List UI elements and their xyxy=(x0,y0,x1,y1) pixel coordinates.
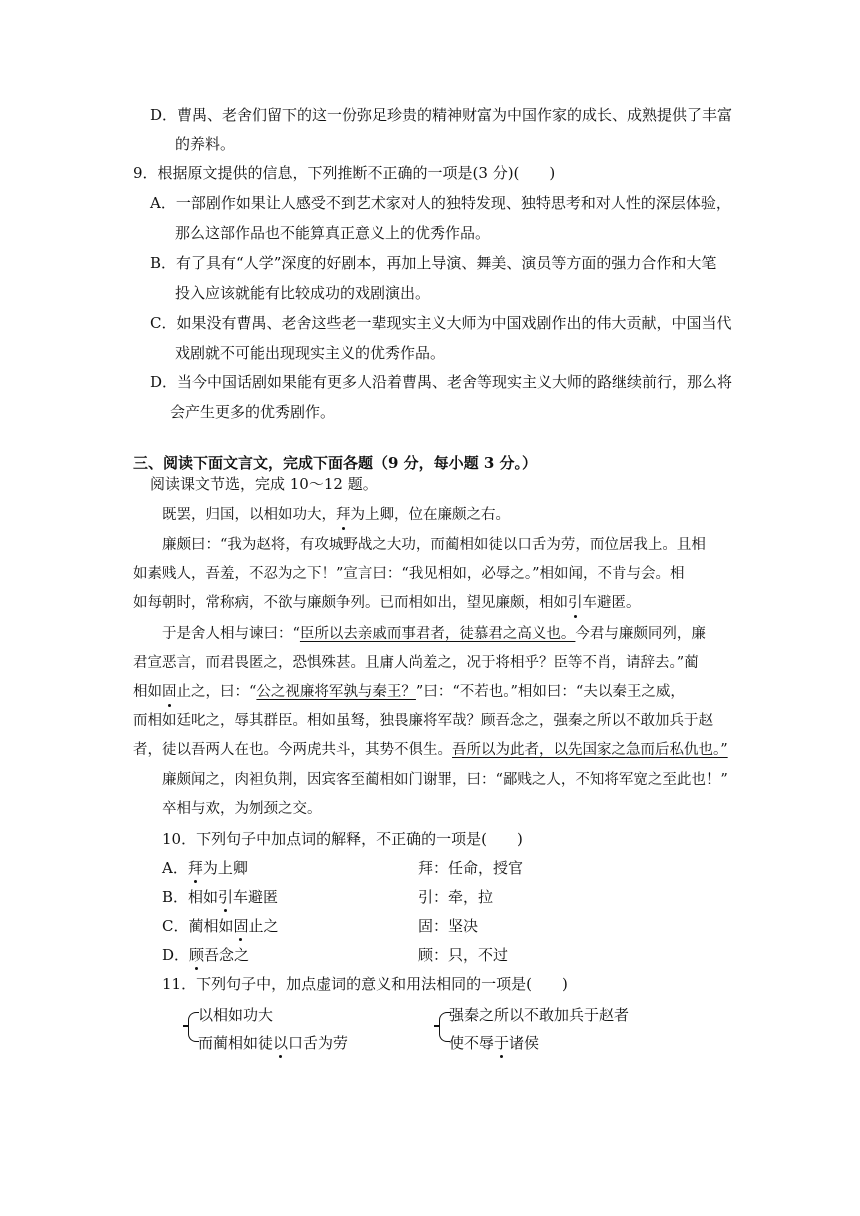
q9-option-b-line2: 投入应该就能有比较成功的戏剧演出。 xyxy=(175,284,431,302)
underlined-sentence-2: 公之视廉将军孰与秦王？ xyxy=(256,684,416,700)
q9-option-a-line1: A．一部剧作如果让人感受不到艺术家对人的独特发现、独特思考和对人性的深层体验， xyxy=(150,194,731,212)
q10-option-d: D．顾吾念之 xyxy=(162,946,250,964)
q8-option-d-line2: 的养料。 xyxy=(175,135,236,153)
passage-paragraph-1: 既罢，归国，以相如功大，拜为上卿，位在廉颇之右。 xyxy=(162,507,510,523)
passage-paragraph-3-line4: 而相如廷叱之，辱其群臣。相如虽驽，独畏廉将军哉？顾吾念之，强秦之所以不敢加兵于赵 xyxy=(133,713,713,729)
passage-paragraph-2-line3: 如每朝时，常称病，不欲与廉颇争列。已而相如出，望见廉颇，相如引车避匿。 xyxy=(133,595,641,611)
q10-option-a-gloss: 拜：任命，授官 xyxy=(418,859,524,877)
q9-option-b-line1: B．有了具有“人学”深度的好剧本，再加上导演、舞美、演员等方面的强力合作和大笔 xyxy=(150,254,717,272)
q10-option-c: C．蔺相如固止之 xyxy=(162,917,279,935)
passage-paragraph-3-line2: 君宣恶言，而君畏匿之，恐惧殊甚。且庸人尚羞之，况于将相乎？臣等不肖，请辞去。”蔺 xyxy=(133,655,699,671)
q10-option-d-gloss: 顾：只，不过 xyxy=(418,946,509,964)
q9-option-c-line1: C．如果没有曹禺、老舍这些老一辈现实主义大师为中国戏剧作出的伟大贡献，中国当代 xyxy=(150,314,732,332)
q9-option-c-line2: 戏剧就不可能出现现实主义的优秀作品。 xyxy=(175,344,446,362)
q11-pair1-top: 以相如功大 xyxy=(198,1006,274,1024)
q8-option-d-line1: D．曹禺、老舍们留下的这一份弥足珍贵的精神财富为中国作家的成长、成熟提供了丰富 xyxy=(150,106,733,124)
passage-paragraph-3-line3: 相如固止之，曰：“公之视廉将军孰与秦王？”曰：“不若也。”相如曰：“夫以秦王之威， xyxy=(133,684,685,700)
q10-option-a: A．拜为上卿 xyxy=(162,859,248,877)
q9-stem: 9．根据原文提供的信息，下列推断不正确的一项是(3 分)( ) xyxy=(133,164,556,182)
q11-stem: 11．下列句子中，加点虚词的意义和用法相同的一项是( ) xyxy=(162,975,568,993)
q11-pair2-top: 强秦之所以不敢加兵于赵者 xyxy=(449,1006,630,1024)
section-3-intro: 阅读课文节选，完成 10～12 题。 xyxy=(150,475,378,493)
q11-pair2-bottom: 使不辱于诸侯 xyxy=(449,1034,540,1052)
q9-option-a-line2: 那么这部作品也不能算真正意义上的优秀作品。 xyxy=(175,224,491,242)
passage-paragraph-3-line5: 者，徒以吾两人在也。今两虎共斗，其势不俱生。吾所以为此者，以先国家之急而后私仇也。” xyxy=(133,742,728,758)
passage-paragraph-3-line1: 于是舍人相与谏曰：“臣所以去亲戚而事君者，徒慕君之高义也。今君与廉颇同列，廉 xyxy=(162,626,706,642)
q9-option-d-line1: D．当今中国话剧如果能有更多人沿着曹禺、老舍等现实主义大师的路继续前行，那么将 xyxy=(150,373,733,391)
passage-paragraph-4-line1: 廉颇闻之，肉袒负荆，因宾客至蔺相如门谢罪，曰：“鄙贱之人，不知将军宽之至此也！” xyxy=(162,772,728,788)
q10-option-b-gloss: 引：牵，拉 xyxy=(418,888,494,906)
passage-paragraph-2-line1: 廉颇曰：“我为赵将，有攻城野战之大功，而蔺相如徒以口舌为劳，而位居我上。且相 xyxy=(162,537,706,553)
q11-pair1-bottom: 而蔺相如徒以口舌为劳 xyxy=(198,1034,349,1052)
q10-option-b: B．相如引车避匿 xyxy=(162,888,279,906)
q9-option-d-line2: 会产生更多的优秀剧作。 xyxy=(170,403,336,421)
section-3-heading: 三、阅读下面文言文，完成下面各题（9 分，每小题 3 分。） xyxy=(133,454,538,472)
underlined-sentence-3: 吾所以为此者，以先国家之急而后私仇也。” xyxy=(452,742,728,758)
q10-stem: 10．下列句子中加点词的解释，不正确的一项是( ) xyxy=(162,830,523,848)
q10-option-c-gloss: 固：坚决 xyxy=(418,917,479,935)
passage-paragraph-4-line2: 卒相与欢，为刎颈之交。 xyxy=(162,801,322,817)
underlined-sentence-1: 臣所以去亲戚而事君者，徒慕君之高义也。 xyxy=(299,626,576,642)
passage-paragraph-2-line2: 如素贱人，吾羞，不忍为之下！”宣言曰：“我见相如，必辱之。”相如闻，不肯与会。相 xyxy=(133,566,685,582)
